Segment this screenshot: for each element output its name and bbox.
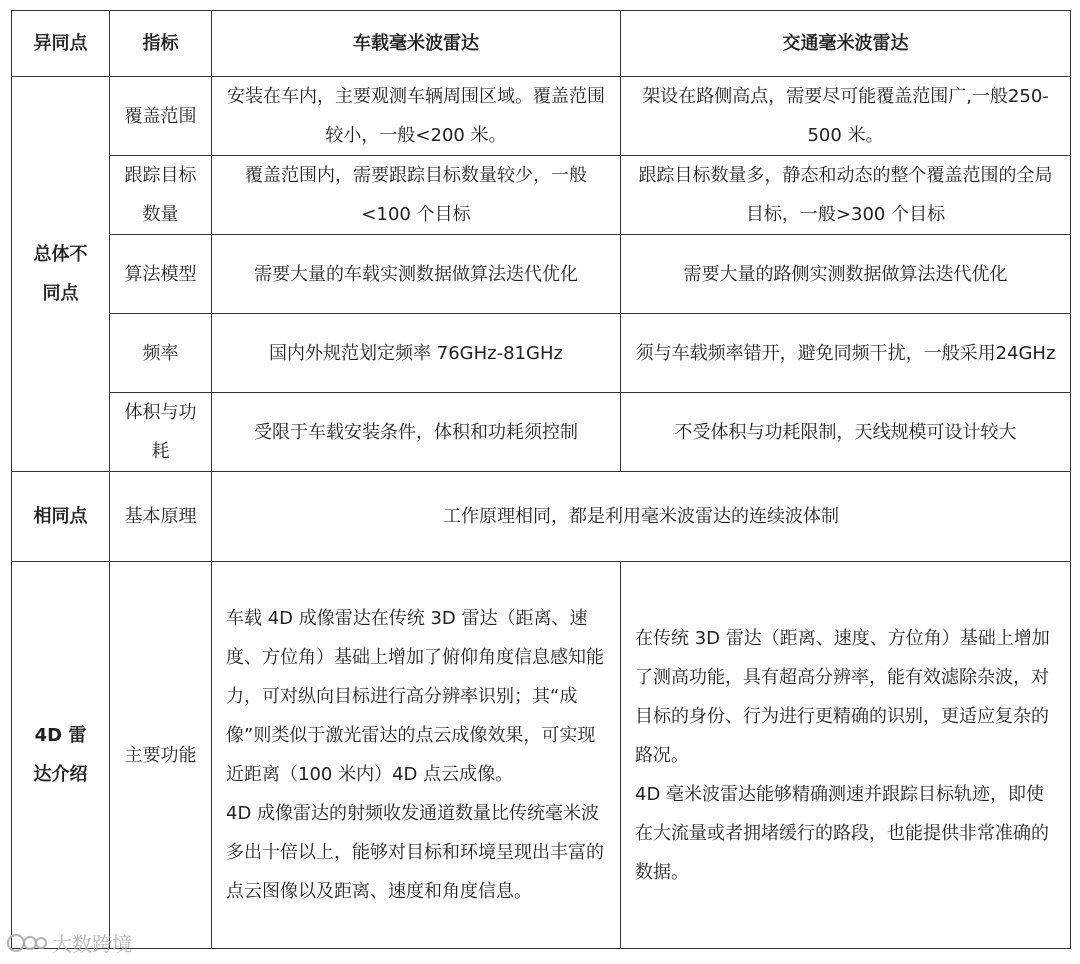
cell-vehicle-size-power: 受限于车载安装条件，体积和功耗须控制	[212, 393, 621, 472]
cell-traffic-frequency: 须与车载频率错开，避免同频干扰，一般采用24GHz	[621, 314, 1071, 393]
header-metric: 指标	[110, 11, 212, 77]
watermark-text: 大数跨境	[52, 932, 132, 956]
metric-main-function: 主要功能	[110, 562, 212, 949]
table-row	[12, 562, 1071, 949]
group-4d-radar: 4D 雷达介绍	[12, 562, 110, 949]
traffic-function-paragraph: 在传统 3D 雷达（距离、速度、方位角）基础上增加了测高功能，具有超高分辨率，能有效滤除杂波，对目标的身份、行为进行更精确的识别，更适应复杂的路况。	[635, 627, 1050, 766]
table-row	[12, 472, 1071, 562]
cell-vehicle-target-count: 覆盖范围内，需要跟踪目标数量较少，一般<100 个目标	[212, 156, 621, 235]
cell-traffic-target-count: 跟踪目标数量多，静态和动态的整个覆盖范围的全局目标，一般>300 个目标	[621, 156, 1071, 235]
cell-traffic-main-function	[621, 562, 1071, 949]
table-row	[12, 393, 1071, 472]
metric-principle: 基本原理	[110, 472, 212, 562]
vehicle-function-paragraph: 车载 4D 成像雷达在传统 3D 雷达（距离、速度、方位角）基础上增加了俯仰角度信息感知能力，可对纵向目标进行高分辨率识别；其“成像”则类似于激光雷达的点云成像效果，可实现近距离（100 米内）4D 点云成像。	[226, 608, 604, 785]
traffic-function-paragraph: 4D 毫米波雷达能够精确测速并跟踪目标轨迹，即使在大流量或者拥堵缓行的路段，也能提供非常准确的数据。	[635, 783, 1049, 883]
cell-traffic-size-power: 不受体积与功耗限制，天线规模可设计较大	[621, 393, 1071, 472]
cell-vehicle-frequency: 国内外规范划定频率 76GHz-81GHz	[212, 314, 621, 393]
metric-algorithm: 算法模型	[110, 235, 212, 314]
header-category: 异同点	[12, 11, 110, 77]
metric-size-power: 体积与功耗	[110, 393, 212, 472]
metric-frequency: 频率	[110, 314, 212, 393]
comparison-table	[11, 10, 1071, 949]
header-vehicle-radar: 车载毫米波雷达	[212, 11, 621, 77]
table-row	[12, 77, 1071, 156]
watermark	[6, 928, 132, 957]
table-row	[12, 156, 1071, 235]
header-traffic-radar: 交通毫米波雷达	[621, 11, 1071, 77]
logo-icon	[6, 932, 48, 954]
vehicle-function-paragraph: 4D 成像雷达的射频收发通道数量比传统毫米波多出十倍以上，能够对目标和环境呈现出丰富的点云图像以及距离、速度和角度信息。	[226, 803, 604, 902]
cell-shared-principle: 工作原理相同，都是利用毫米波雷达的连续波体制	[212, 472, 1071, 562]
table-row	[12, 235, 1071, 314]
group-differences: 总体不同点	[12, 77, 110, 472]
group-similarities: 相同点	[12, 472, 110, 562]
table-header-row	[12, 11, 1071, 77]
metric-coverage: 覆盖范围	[110, 77, 212, 156]
cell-traffic-coverage: 架设在路侧高点，需要尽可能覆盖范围广,一般250-500 米。	[621, 77, 1071, 156]
table-row	[12, 314, 1071, 393]
metric-target-count: 跟踪目标数量	[110, 156, 212, 235]
cell-vehicle-main-function	[212, 562, 621, 949]
cell-vehicle-algorithm: 需要大量的车载实测数据做算法迭代优化	[212, 235, 621, 314]
cell-vehicle-coverage: 安装在车内，主要观测车辆周围区域。覆盖范围较小，一般<200 米。	[212, 77, 621, 156]
cell-traffic-algorithm: 需要大量的路侧实测数据做算法迭代优化	[621, 235, 1071, 314]
